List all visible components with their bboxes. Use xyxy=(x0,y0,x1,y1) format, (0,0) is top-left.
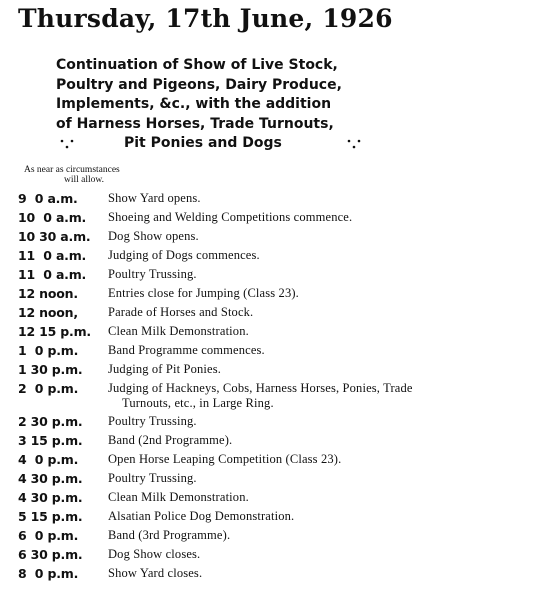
schedule-event: Clean Milk Demonstration. xyxy=(108,490,249,504)
schedule-time: 12 15 p.m. xyxy=(18,324,91,339)
schedule-event: Poultry Trussing. xyxy=(108,471,197,485)
subtitle-line: of Harness Horses, Trade Turnouts, xyxy=(56,115,334,132)
timing-note-line: will allow. xyxy=(64,175,105,185)
schedule-time: 10 0 a.m. xyxy=(18,210,87,225)
schedule-time: 5 15 p.m. xyxy=(18,509,83,524)
schedule-time: 12 noon. xyxy=(18,286,78,301)
schedule-time: 6 30 p.m. xyxy=(18,547,83,562)
schedule-time: 4 30 p.m. xyxy=(18,490,83,505)
schedule-event-multiline xyxy=(108,381,544,411)
ornament-left-shape xyxy=(60,138,74,150)
schedule-time: 12 noon, xyxy=(18,305,78,320)
schedule-row xyxy=(0,246,549,265)
schedule-event: Clean Milk Demonstration. xyxy=(108,324,249,338)
schedule-event: Open Horse Leaping Competition (Class 23). xyxy=(108,452,342,466)
schedule-row xyxy=(0,227,549,246)
ornament-right-icon xyxy=(347,138,361,153)
schedule-row xyxy=(0,507,549,526)
schedule-row xyxy=(0,379,549,411)
schedule-row xyxy=(0,284,549,303)
schedule-event: Show Yard opens. xyxy=(108,191,201,205)
schedule-event: Poultry Trussing. xyxy=(108,414,197,428)
schedule-row xyxy=(0,431,549,450)
schedule-event: Alsatian Police Dog Demonstration. xyxy=(108,509,295,523)
schedule-event: Band (3rd Programme). xyxy=(108,528,231,542)
schedule-event: Poultry Trussing. xyxy=(108,267,197,281)
schedule-event-continuation: Turnouts, etc., in Large Ring. xyxy=(122,396,274,410)
schedule-row xyxy=(0,360,549,379)
ornament-right-shape xyxy=(347,138,361,150)
schedule-time: 9 0 a.m. xyxy=(18,191,78,206)
schedule-row xyxy=(0,526,549,545)
subtitle-block xyxy=(56,56,376,154)
subtitle-line: Implements, &c., with the addition xyxy=(56,96,332,112)
schedule-event: Band (2nd Programme). xyxy=(108,433,233,447)
schedule-event: Dog Show closes. xyxy=(108,547,201,561)
schedule-event: Judging of Pit Ponies. xyxy=(108,362,222,376)
schedule-row xyxy=(0,412,549,431)
schedule-time: 2 30 p.m. xyxy=(18,414,83,429)
schedule-row xyxy=(0,265,549,284)
schedule-time: 11 0 a.m. xyxy=(18,267,87,282)
schedule-time: 3 15 p.m. xyxy=(18,433,83,448)
schedule-event: Parade of Horses and Stock. xyxy=(108,305,254,319)
schedule-row xyxy=(0,564,549,583)
schedule-row xyxy=(0,488,549,507)
schedule-event: Dog Show opens. xyxy=(108,229,199,243)
subtitle-line: Continuation of Show of Live Stock, xyxy=(56,57,338,73)
schedule-time: 1 30 p.m. xyxy=(18,362,83,377)
schedule-time: 1 0 p.m. xyxy=(18,343,79,358)
schedule-event: Band Programme commences. xyxy=(108,343,265,357)
ornament-left-icon xyxy=(60,138,74,153)
schedule-time: 4 0 p.m. xyxy=(18,452,79,467)
subtitle-line: Pit Ponies and Dogs xyxy=(124,135,282,151)
schedule-time: 6 0 p.m. xyxy=(18,528,79,543)
schedule-row xyxy=(0,189,549,208)
schedule-row xyxy=(0,545,549,564)
page-title: Thursday, 17th June, 1926 xyxy=(18,4,393,33)
schedule-row xyxy=(0,322,549,341)
schedule-row xyxy=(0,208,549,227)
schedule-row xyxy=(0,469,549,488)
schedule-event: Shoeing and Welding Competitions commence. xyxy=(108,210,353,224)
schedule-event: Entries close for Jumping (Class 23). xyxy=(108,286,299,300)
schedule-time: 4 30 p.m. xyxy=(18,471,83,486)
schedule-event: Judging of Hackneys, Cobs, Harness Horses, Ponies, Trade xyxy=(108,381,413,395)
schedule-time: 2 0 p.m. xyxy=(18,381,79,396)
schedule-row xyxy=(0,303,549,322)
schedule-event: Show Yard closes. xyxy=(108,566,203,580)
schedule-time: 10 30 a.m. xyxy=(18,229,91,244)
timing-note-line: As near as circumstances xyxy=(24,165,120,175)
schedule-time: 11 0 a.m. xyxy=(18,248,87,263)
schedule-time: 8 0 p.m. xyxy=(18,566,79,581)
subtitle-line: Poultry and Pigeons, Dairy Produce, xyxy=(56,76,342,93)
schedule-row xyxy=(0,450,549,469)
schedule-event: Judging of Dogs commences. xyxy=(108,248,260,262)
schedule-row xyxy=(0,341,549,360)
subtitle-last-line xyxy=(56,134,376,154)
timing-note xyxy=(24,165,120,185)
